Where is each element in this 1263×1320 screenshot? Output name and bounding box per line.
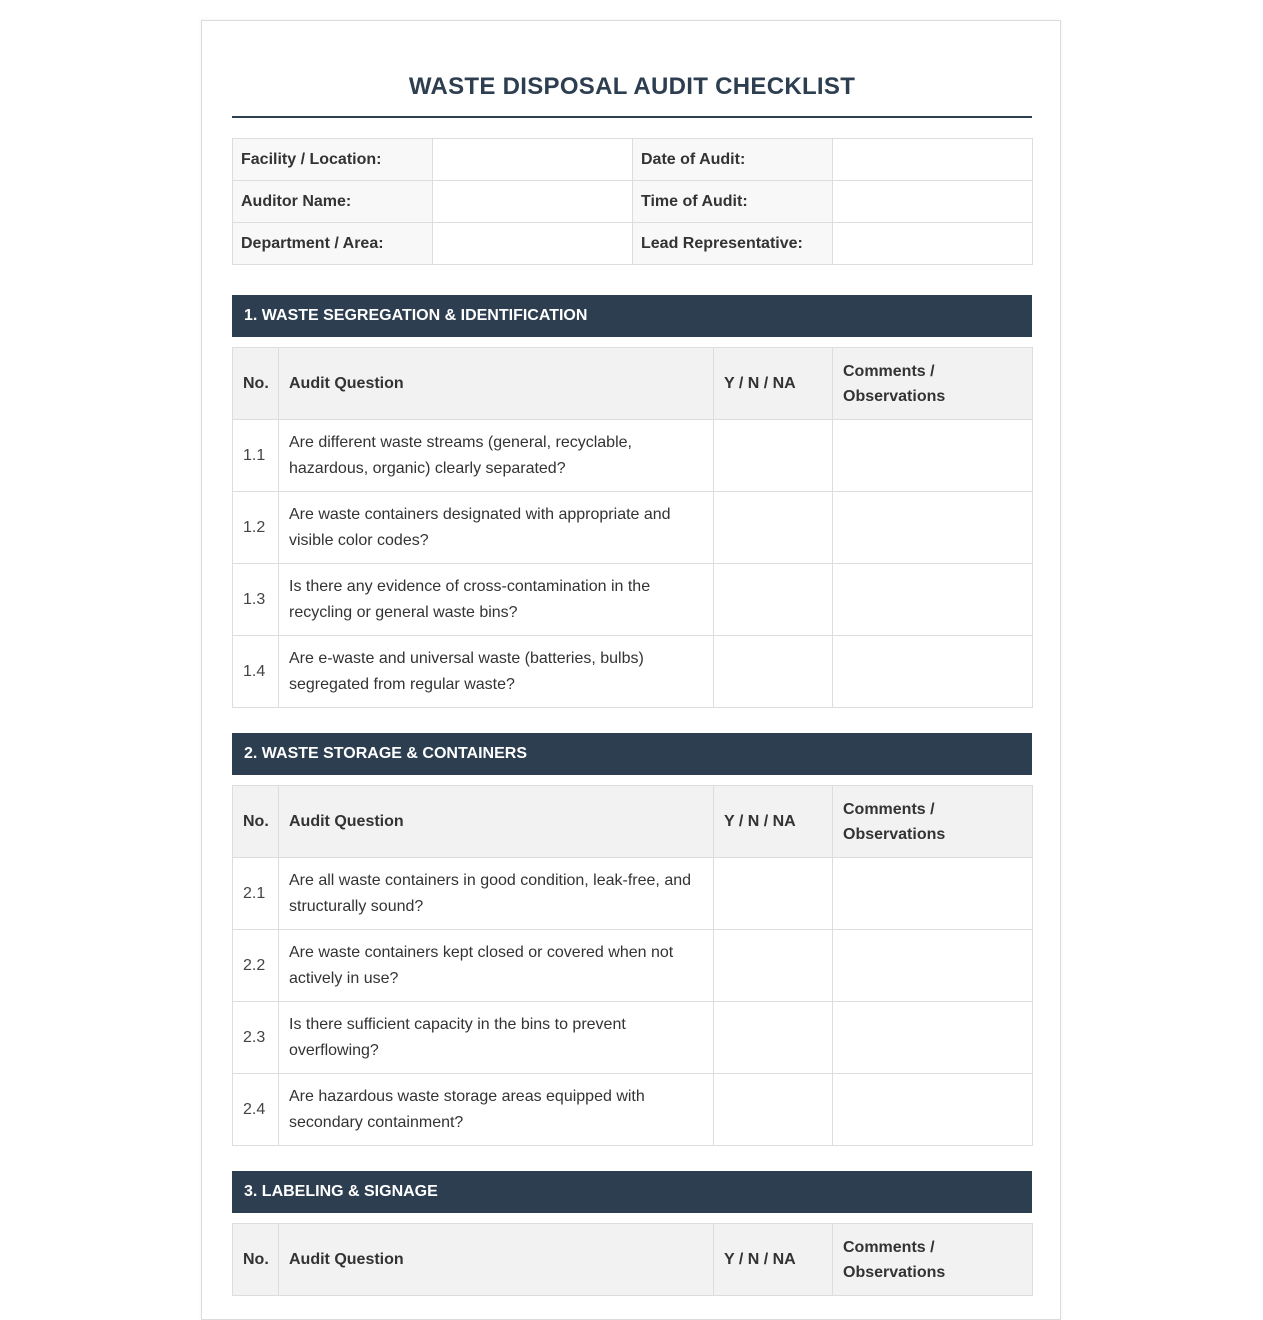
question-text: Are hazardous waste storage areas equipped with secondary containment? <box>279 1074 714 1146</box>
info-row <box>233 223 1033 265</box>
table-row <box>233 930 1033 1002</box>
question-text: Is there any evidence of cross-contamination in the recycling or general waste bins? <box>279 564 714 636</box>
table-row <box>233 858 1033 930</box>
answer-cell[interactable] <box>714 1074 833 1146</box>
section-3-table <box>232 1223 1033 1296</box>
comment-cell[interactable] <box>833 420 1033 492</box>
question-number: 2.1 <box>233 858 279 930</box>
answer-cell[interactable] <box>714 636 833 708</box>
info-row <box>233 139 1033 181</box>
question-text: Are waste containers kept closed or covered when not actively in use? <box>279 930 714 1002</box>
column-header-comments: Comments / Observations <box>833 786 1033 858</box>
question-number: 1.4 <box>233 636 279 708</box>
comment-cell[interactable] <box>833 564 1033 636</box>
table-row <box>233 492 1033 564</box>
question-number: 1.1 <box>233 420 279 492</box>
question-number: 2.3 <box>233 1002 279 1074</box>
column-header-ynna: Y / N / NA <box>714 786 833 858</box>
question-number: 1.3 <box>233 564 279 636</box>
question-text: Are e-waste and universal waste (batteries, bulbs) segregated from regular waste? <box>279 636 714 708</box>
question-number: 2.4 <box>233 1074 279 1146</box>
question-number: 1.2 <box>233 492 279 564</box>
question-text: Is there sufficient capacity in the bins to prevent overflowing? <box>279 1002 714 1074</box>
section-2-table <box>232 785 1033 1146</box>
auditor-name-field[interactable] <box>433 181 633 223</box>
section-header-waste-segregation: 1. WASTE SEGREGATION & IDENTIFICATION <box>232 295 1032 337</box>
question-text: Are all waste containers in good condition, leak-free, and structurally sound? <box>279 858 714 930</box>
column-header-comments: Comments / Observations <box>833 1224 1033 1296</box>
comment-cell[interactable] <box>833 1002 1033 1074</box>
lead-representative-field[interactable] <box>833 223 1033 265</box>
column-header-question: Audit Question <box>279 786 714 858</box>
document-page <box>201 20 1061 1320</box>
facility-location-label: Facility / Location: <box>233 139 433 181</box>
time-of-audit-label: Time of Audit: <box>633 181 833 223</box>
department-area-field[interactable] <box>433 223 633 265</box>
date-of-audit-field[interactable] <box>833 139 1033 181</box>
column-header-ynna: Y / N / NA <box>714 348 833 420</box>
answer-cell[interactable] <box>714 420 833 492</box>
answer-cell[interactable] <box>714 858 833 930</box>
audit-info-table <box>232 138 1033 265</box>
column-header-no: No. <box>233 348 279 420</box>
facility-location-field[interactable] <box>433 139 633 181</box>
answer-cell[interactable] <box>714 930 833 1002</box>
answer-cell[interactable] <box>714 1002 833 1074</box>
column-header-no: No. <box>233 786 279 858</box>
section-header-labeling-signage: 3. LABELING & SIGNAGE <box>232 1171 1032 1213</box>
column-header-question: Audit Question <box>279 348 714 420</box>
column-header-question: Audit Question <box>279 1224 714 1296</box>
comment-cell[interactable] <box>833 858 1033 930</box>
table-header-row <box>233 1224 1033 1296</box>
answer-cell[interactable] <box>714 564 833 636</box>
date-of-audit-label: Date of Audit: <box>633 139 833 181</box>
section-1-table <box>232 347 1033 708</box>
department-area-label: Department / Area: <box>233 223 433 265</box>
table-row <box>233 1002 1033 1074</box>
auditor-name-label: Auditor Name: <box>233 181 433 223</box>
table-row <box>233 1074 1033 1146</box>
info-row <box>233 181 1033 223</box>
column-header-ynna: Y / N / NA <box>714 1224 833 1296</box>
table-row <box>233 636 1033 708</box>
document-body <box>232 21 1032 1296</box>
answer-cell[interactable] <box>714 492 833 564</box>
comment-cell[interactable] <box>833 492 1033 564</box>
comment-cell[interactable] <box>833 1074 1033 1146</box>
comment-cell[interactable] <box>833 930 1033 1002</box>
time-of-audit-field[interactable] <box>833 181 1033 223</box>
column-header-comments: Comments / Observations <box>833 348 1033 420</box>
table-row <box>233 420 1033 492</box>
question-text: Are different waste streams (general, recyclable, hazardous, organic) clearly separated? <box>279 420 714 492</box>
question-number: 2.2 <box>233 930 279 1002</box>
question-text: Are waste containers designated with appropriate and visible color codes? <box>279 492 714 564</box>
table-header-row <box>233 348 1033 420</box>
table-row <box>233 564 1033 636</box>
column-header-no: No. <box>233 1224 279 1296</box>
comment-cell[interactable] <box>833 636 1033 708</box>
lead-representative-label: Lead Representative: <box>633 223 833 265</box>
document-title: WASTE DISPOSAL AUDIT CHECKLIST <box>232 21 1032 118</box>
table-header-row <box>233 786 1033 858</box>
section-header-waste-storage: 2. WASTE STORAGE & CONTAINERS <box>232 733 1032 775</box>
